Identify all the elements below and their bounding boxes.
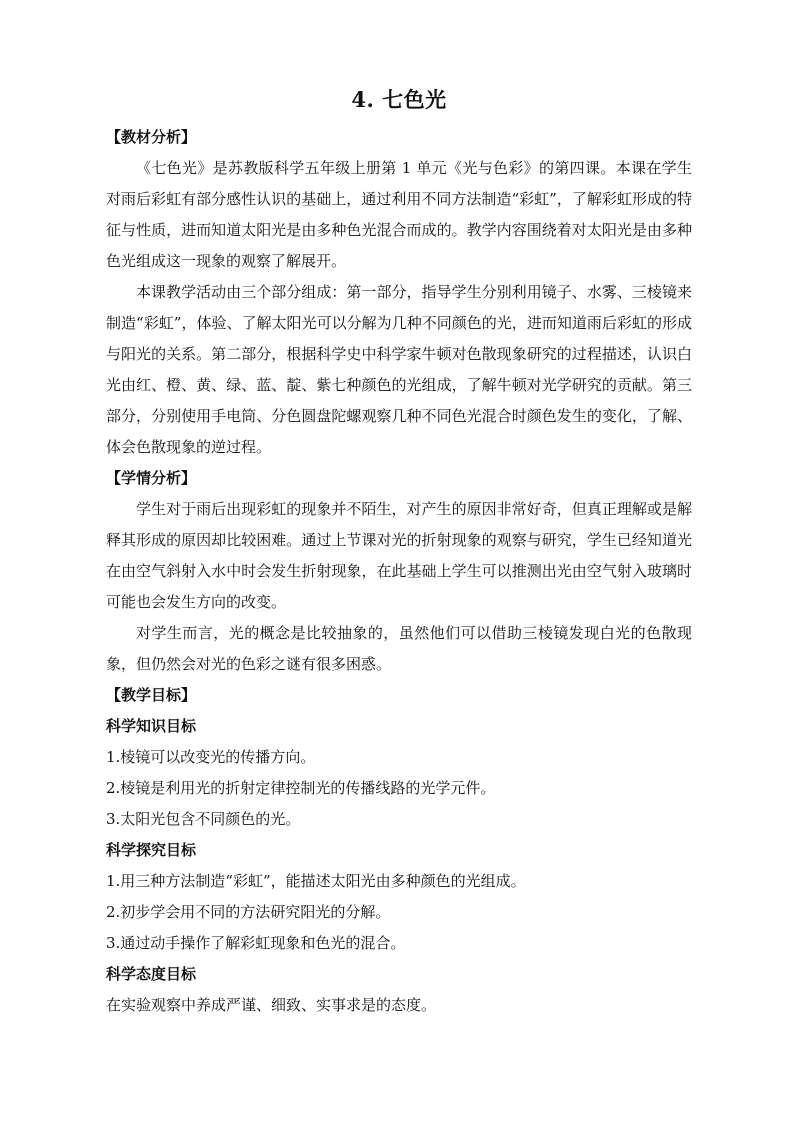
attitude-goals-title: 科学态度目标 (106, 965, 197, 983)
section-heading-material: 【教材分析】 (106, 128, 197, 146)
knowledge-goals-title: 科学知识目标 (106, 717, 197, 735)
material-paragraph-2: 本课教学活动由三个部分组成：第一部分，指导学生分别利用镜子、水雾、三棱镜来制造“彩虹”，体验、了解太阳光可以分解为几种不同颜色的光，进而知道雨后彩虹的形成与阳光的关系。第二部分，根据科学史中科学家牛顿对色散现象研究的过程描述，认识白光由红、橙、黄、绿、蓝、靛、紫七种颜色的光组成，了解牛顿对光学研究的贡献。第三部分，分别使用手电筒、分色圆盘陀螺观察几种不同色光混合时颜色发生的变化，了解、体会色散现象的逆过程。 (106, 283, 692, 456)
attitude-goal-text: 在实验观察中养成严谨、细致、实事求是的态度。 (106, 996, 437, 1014)
inquiry-goals-title: 科学探究目标 (106, 841, 197, 859)
document-content (106, 82, 692, 1021)
inquiry-goal-item: 1.用三种方法制造“彩虹”，能描述太阳光由多种颜色的光组成。 (106, 872, 526, 890)
inquiry-goal-item: 2.初步学会用不同的方法研究阳光的分解。 (106, 903, 391, 921)
inquiry-goal-item: 3.通过动手操作了解彩虹现象和色光的混合。 (106, 934, 406, 952)
student-paragraph-2: 对学生而言，光的概念是比较抽象的，虽然他们可以借助三棱镜发现白光的色散现象，但仍然会对光的色彩之谜有很多困惑。 (106, 624, 692, 673)
knowledge-goal-item: 1.棱镜可以改变光的传播方向。 (106, 748, 316, 766)
section-heading-student: 【学情分析】 (106, 469, 197, 487)
section-heading-goals: 【教学目标】 (106, 686, 197, 704)
material-paragraph-1: 《七色光》是苏教版科学五年级上册第 1 单元《光与色彩》的第四课。本课在学生对雨后彩虹有部分感性认识的基础上，通过利用不同方法制造“彩虹”，了解彩虹形成的特征与性质，进而知道太阳光是由多种色光混合而成的。教学内容围绕着对太阳光是由多种色光组成这一现象的观察了解展开。 (106, 159, 692, 270)
page-title: 4. 七色光 (351, 87, 447, 112)
knowledge-goal-item: 3.太阳光包含不同颜色的光。 (106, 810, 301, 828)
student-paragraph-1: 学生对于雨后出现彩虹的现象并不陌生，对产生的原因非常好奇，但真正理解或是解释其形成的原因却比较困难。通过上节课对光的折射现象的观察与研究，学生已经知道光在由空气斜射入水中时会发生折射现象，在此基础上学生可以推测出光由空气射入玻璃时可能也会发生方向的改变。 (106, 500, 692, 611)
knowledge-goal-item: 2.棱镜是利用光的折射定律控制光的传播线路的光学元件。 (106, 779, 496, 797)
